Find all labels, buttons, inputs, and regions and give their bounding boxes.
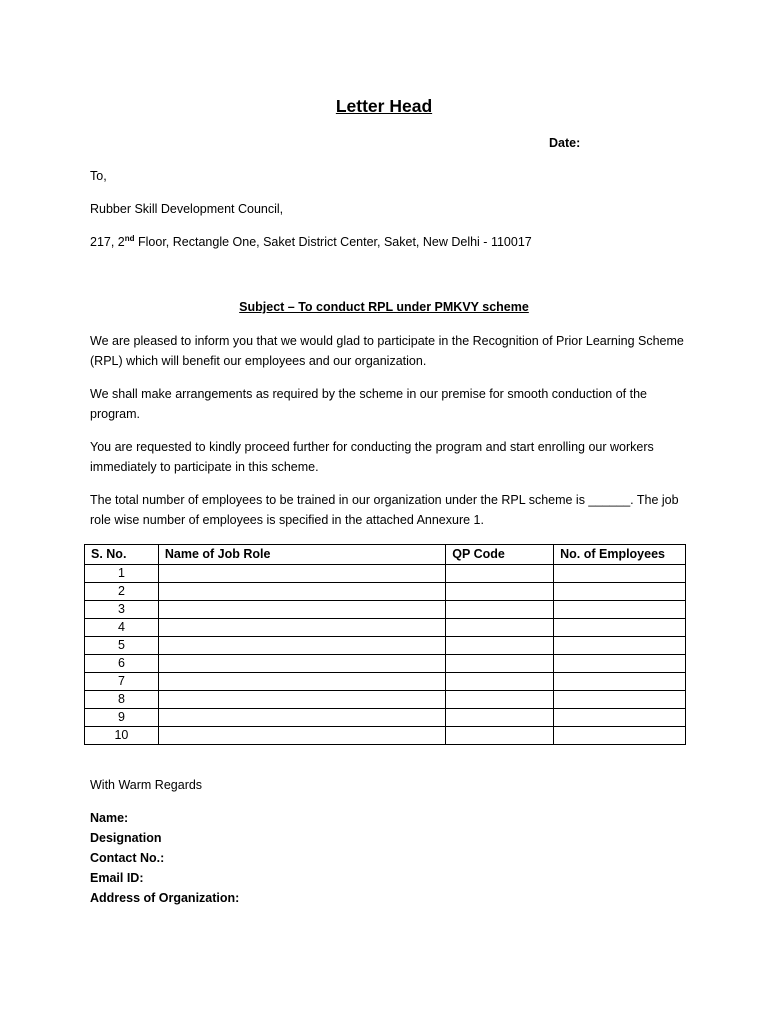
serial-number-cell: 7 [85,673,159,691]
body-paragraph: The total number of employees to be trained in our organization under the RPL scheme is ______. The job role wise number of employees is specified in the attached Annexure 1. [90,493,679,527]
date-label: Date: [549,136,581,150]
header-serial-number: S. No. [85,545,159,565]
letter-title: Letter Head [335,96,433,116]
table-row [85,583,686,601]
qp-code-cell [446,619,554,637]
job-role-cell [158,673,445,691]
job-role-cell [158,583,445,601]
job-role-cell [158,691,445,709]
employees-count-cell [554,565,686,583]
table-row [85,691,686,709]
job-role-cell [158,619,445,637]
qp-code-cell [446,691,554,709]
qp-code-cell [446,673,554,691]
signature-name-label: Name: [90,811,129,825]
qp-code-cell [446,655,554,673]
employees-count-cell [554,583,686,601]
qp-code-cell [446,565,554,583]
address-number: 217, 2 [90,235,125,249]
serial-number-cell: 5 [85,637,159,655]
table-row [85,673,686,691]
table-row [85,709,686,727]
table-row [85,727,686,745]
serial-number-cell: 10 [85,727,159,745]
table-header-row [85,545,686,565]
header-job-role: Name of Job Role [158,545,445,565]
employees-count-cell [554,655,686,673]
address-rest: Floor, Rectangle One, Saket District Center, Saket, New Delhi - 110017 [134,235,532,249]
signature-email-label: Email ID: [90,871,144,885]
employees-count-cell [554,619,686,637]
job-role-cell [158,709,445,727]
serial-number-cell: 3 [85,601,159,619]
recipient-address [90,235,532,249]
job-role-cell [158,637,445,655]
employees-count-cell [554,601,686,619]
serial-number-cell: 4 [85,619,159,637]
job-role-cell [158,565,445,583]
header-no-of-employees: No. of Employees [554,545,686,565]
qp-code-cell [446,583,554,601]
body-paragraph: We shall make arrangements as required by the scheme in our premise for smooth conduction of the program. [90,387,647,421]
qp-code-cell [446,727,554,745]
qp-code-cell [446,709,554,727]
serial-number-cell: 9 [85,709,159,727]
signature-contact-label: Contact No.: [90,851,165,865]
job-role-cell [158,727,445,745]
serial-number-cell: 8 [85,691,159,709]
employees-count-cell [554,673,686,691]
job-role-cell [158,655,445,673]
table-row [85,637,686,655]
employees-count-cell [554,691,686,709]
signature-address-label: Address of Organization: [90,891,240,905]
salutation-to: To, [90,169,107,183]
job-role-cell [158,601,445,619]
header-qp-code: QP Code [446,545,554,565]
address-ordinal-suffix: nd [124,234,135,243]
serial-number-cell: 6 [85,655,159,673]
table-row [85,619,686,637]
body-paragraph: You are requested to kindly proceed further for conducting the program and start enrolling our workers immediately to participate in this scheme. [90,440,654,474]
table-row [85,655,686,673]
employees-count-cell [554,727,686,745]
subject-line: Subject – To conduct RPL under PMKVY scheme [239,300,529,314]
employees-count-cell [554,637,686,655]
employees-count-cell [554,709,686,727]
job-role-table [84,544,686,745]
closing-regards: With Warm Regards [90,778,203,792]
qp-code-cell [446,601,554,619]
body-paragraph: We are pleased to inform you that we would glad to participate in the Recognition of Prior Learning Scheme (RPL) which will benefit our employees and our organization. [90,334,684,368]
table-row [85,565,686,583]
serial-number-cell: 1 [85,565,159,583]
recipient-name: Rubber Skill Development Council, [90,202,284,216]
serial-number-cell: 2 [85,583,159,601]
table-row [85,601,686,619]
qp-code-cell [446,637,554,655]
signature-designation-label: Designation [90,831,162,845]
